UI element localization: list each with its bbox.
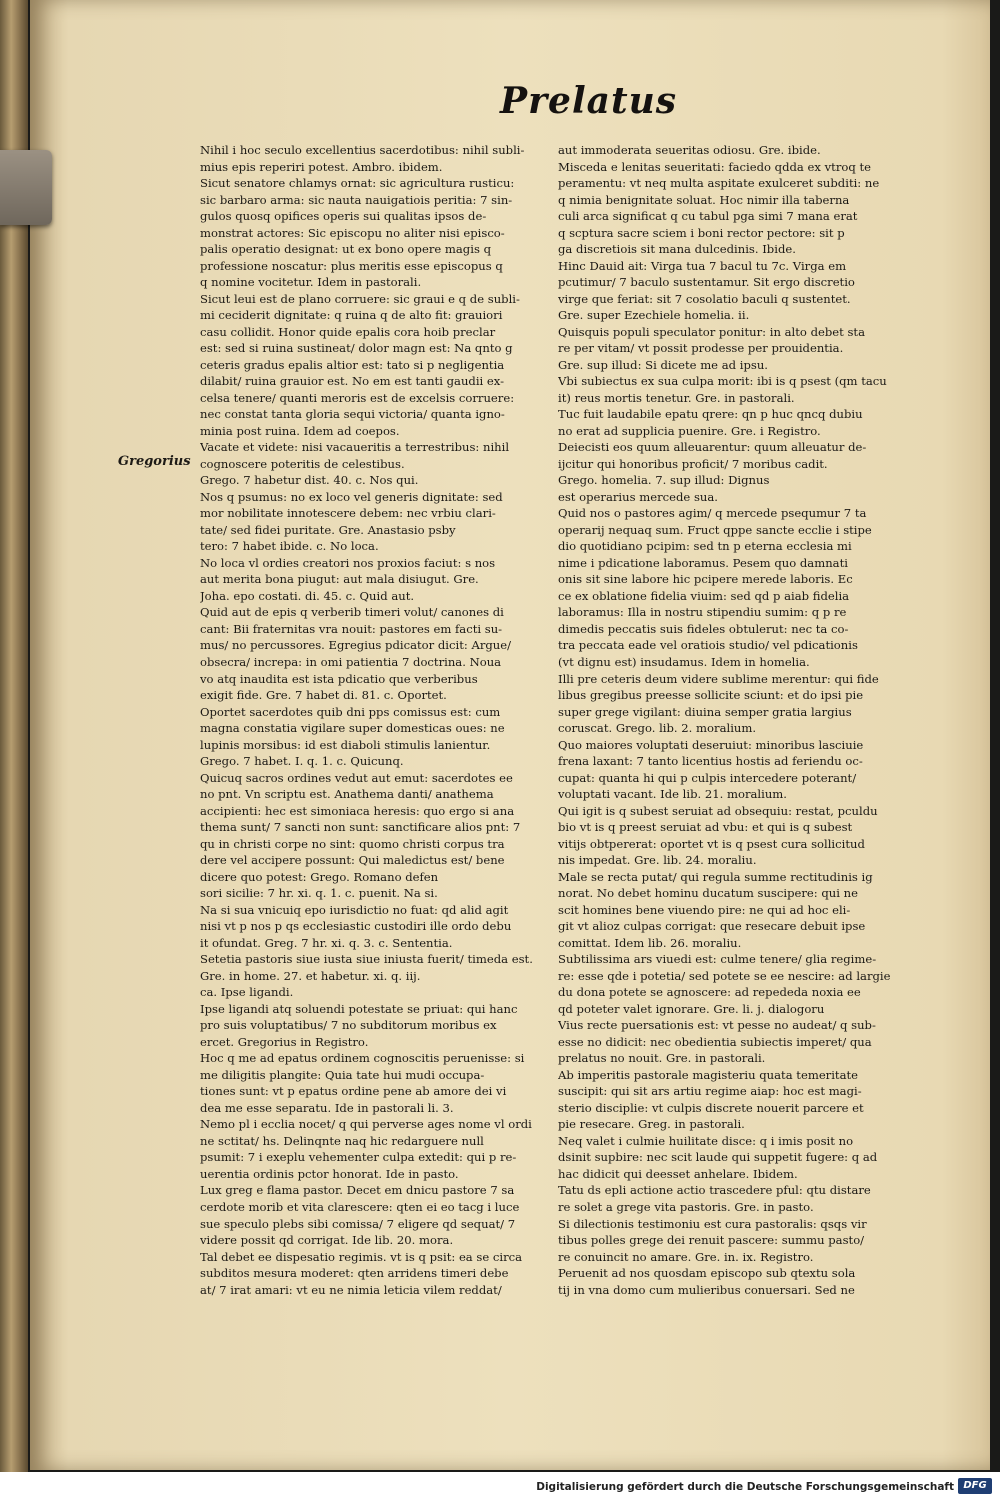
text-line: Qui igit is q subest seruiat ad obsequiu: restat, pculdu [558, 803, 878, 818]
text-line: Tatu ds epli actione actio trascedere pful: qtu distare [558, 1183, 871, 1198]
text-line: vitijs obtpererat: oportet vt is q psest cura sollicitud [558, 836, 865, 851]
text-line: cant: Bii fraternitas vra nouit: pastores em facti su- [200, 621, 503, 636]
text-line: dicere quo potest: Grego. Romano defen [200, 869, 439, 884]
text-line: dere vel accipere possunt: Qui maledictus est/ bene [200, 853, 505, 868]
text-line: Nemo pl i ecclia nocet/ q qui perverse ages nome vl ordi [200, 1117, 532, 1132]
text-line: Quisquis populi speculator ponitur: in alto debet sta [558, 324, 866, 339]
text-line: aut immoderata seueritas odiosu. Gre. ibide. [558, 143, 821, 157]
text-line: sori sicilie: 7 hr. xi. q. 1. c. puenit. Na si. [200, 886, 438, 901]
text-line: Quid aut de epis q verberib timeri volut/ canones di [200, 605, 504, 620]
text-line: cognoscere poteritis de celestibus. [200, 456, 405, 471]
text-line: Hoc q me ad epatus ordinem cognoscitis peruenisse: si [200, 1051, 525, 1066]
text-line: Sicut leui est de plano corruere: sic graui e q de subli- [200, 291, 520, 306]
text-line: dilabit/ ruina grauior est. No em est tanti gaudii ex- [200, 374, 505, 389]
text-line: ga discretiois sit mana dulcedinis. Ibide. [558, 242, 796, 257]
text-line: voluptati vacant. Ide lib. 21. moralium. [558, 787, 787, 802]
text-line: ercet. Gregorius in Registro. [200, 1034, 369, 1049]
text-line: coruscat. Grego. lib. 2. moralium. [558, 721, 757, 736]
text-line: laboramus: Illa in nostru stipendiu sumim: q p re [558, 605, 847, 620]
text-line: (vt dignu est) insudamus. Idem in homelia. [558, 654, 810, 669]
text-line: ca. Ipse ligandi. [200, 985, 294, 1000]
text-line: sue speculo plebs sibi comissa/ 7 eligere qd sequat/ 7 [200, 1216, 516, 1231]
text-line: hac didicit qui deesset anhelare. Ibidem. [558, 1166, 798, 1181]
text-line: du dona potete se agnoscere: ad repededa noxia ee [558, 985, 861, 1000]
text-line: Ab imperitis pastorale magisteriu quata temeritate [558, 1067, 859, 1082]
text-line: lupinis morsibus: id est diaboli stimulis lanientur. [200, 737, 491, 752]
text-line: Illi pre ceteris deum videre sublime merentur: qui fide [558, 671, 879, 686]
text-line: Vius recte puersationis est: vt pesse no audeat/ q sub- [558, 1018, 876, 1033]
text-line: aut merita bona piugut: aut mala disiugut. Gre. [200, 572, 479, 587]
text-line: q scptura sacre sciem i boni rector pectore: sit p [558, 225, 845, 240]
text-line: super grege vigilant: diuina semper gratia largius [558, 704, 852, 719]
text-line: Neq valet i culmie huilitate disce: q i imis posit no [558, 1133, 854, 1148]
text-column-right [558, 142, 898, 1297]
text-line: magna constatia vigilare super domesticas oues: ne [200, 721, 505, 736]
text-line: Oportet sacerdotes quib dni pps comissus est: cum [200, 704, 501, 719]
text-line: dsinit supbire: nec scit laude qui suppetit fugere: q ad [558, 1150, 878, 1165]
text-line: ne sctitat/ hs. Delinqnte naq hic redarguere null [200, 1133, 484, 1148]
text-line: tij in vna domo cum mulieribus conuersari. Sed ne [558, 1282, 855, 1297]
text-line: Peruenit ad nos quosdam episcopo sub qtextu sola [558, 1266, 856, 1281]
text-line: onis sit sine labore hic pcipere merede laboris. Ec [558, 572, 853, 587]
text-line: bio vt is q preest seruiat ad vbu: et qui is q subest [558, 820, 853, 835]
text-line: Quid nos o pastores agim/ q mercede psequmur 7 ta [558, 506, 867, 521]
text-line: Vbi subiectus ex sua culpa morit: ibi is q psest (qm tacu [558, 374, 887, 389]
text-line: Hinc Dauid ait: Virga tua 7 bacul tu 7c. Virga em [558, 258, 847, 273]
text-line: Gre. in home. 27. et habetur. xi. q. iij. [200, 968, 421, 983]
text-line: re conuincit no amare. Gre. in. ix. Registro. [558, 1249, 814, 1264]
text-line: mi ceciderit dignitate: q ruina q de alto fit: grauiori [200, 308, 503, 323]
text-line: me diligitis plangite: Quia tate hui mudi occupa- [200, 1067, 485, 1082]
text-line: Deiecisti eos quum alleuarentur: quum alleuatur de- [558, 440, 867, 455]
text-line: mor nobilitate innotescere debem: nec vrbiu clari- [200, 506, 496, 521]
text-line: accipienti: hec est simoniaca heresis: quo ergo si ana [200, 803, 515, 818]
text-line: minia post ruina. Idem ad coepos. [200, 423, 400, 438]
text-line: obsecra/ increpa: in omi patientia 7 doctrina. Noua [200, 654, 502, 669]
text-line: Nihil i hoc seculo excellentius sacerdotibus: nihil subli- [200, 143, 525, 157]
text-line: videre possit qd corrigat. Ide lib. 20. mora. [200, 1233, 454, 1248]
text-line: dio quotidiano pcipim: sed tn p eterna ecclesia mi [558, 539, 852, 554]
text-line: Ipse ligandi atq soluendi potestate se priuat: qui hanc [200, 1001, 518, 1016]
text-line: tiones sunt: vt p epatus ordine pene ab amore dei vi [200, 1084, 507, 1099]
text-line: comittat. Idem lib. 26. moraliu. [558, 935, 742, 950]
text-line: esse no didicit: nec obedientia subiectis imperet/ qua [558, 1034, 872, 1049]
text-line: Tuc fuit laudabile epatu qrere: qn p huc qncq dubiu [558, 407, 863, 422]
dfg-logo: DFG [958, 1478, 992, 1494]
text-line: sterio disciplie: vt culpis discrete nouerit parcere et [558, 1100, 864, 1115]
text-line: est: sed si ruina sustineat/ dolor magn est: Na qnto g [200, 341, 513, 356]
text-line: casu collidit. Honor quide epalis cora hoib preclar [200, 324, 496, 339]
text-line: Grego. 7 habet. I. q. 1. c. Quicunq. [200, 754, 404, 769]
text-line: tra peccata eade vel oratiois studio/ vel pdicationis [558, 638, 858, 653]
text-line: nis impedat. Gre. lib. 24. moraliu. [558, 853, 757, 868]
text-line: cerdote morib et vita clarescere: qten ei eo tacg i luce [200, 1200, 520, 1214]
text-line: re per vitam/ vt possit prodesse per prouidentia. [558, 341, 844, 356]
text-line: operarij nequaq sum. Fruct qppe sancte ecclie i stipe [558, 522, 872, 537]
text-line: qu in christi corpe no sint: quomo christi corpus tra [200, 836, 505, 851]
text-line: est operarius mercede sua. [558, 489, 718, 504]
text-line: suscipit: qui sit ars artiu regime aiap: hoc est magi- [558, 1084, 862, 1099]
text-line: Misceda e lenitas seueritati: faciedo qdda ex vtroq te [558, 159, 871, 174]
text-line: no erat ad supplicia puenire. Gre. i Registro. [558, 423, 821, 438]
text-line: Lux greg e flama pastor. Decet em dnicu pastore 7 sa [200, 1183, 515, 1198]
text-line: re solet a grege vita pastoris. Gre. in pasto. [558, 1200, 814, 1214]
text-line: Grego. homelia. 7. sup illud: Dignus [558, 473, 770, 488]
text-line: virge que feriat: sit 7 cosolatio baculi q sustentet. [558, 291, 851, 306]
marginal-note: Gregorius [118, 454, 191, 469]
text-line: pie resecare. Greg. in pastorali. [558, 1117, 745, 1132]
text-line: celsa tenere/ quanti meroris est de excelsis corruere: [200, 390, 515, 405]
text-line: ce ex oblatione fidelia viuim: sed qd p aiab fidelia [558, 588, 850, 603]
footer-credit: Digitalisierung gefördert durch die Deutsche Forschungsgemeinschaft [536, 1481, 954, 1493]
text-line: Gre. super Ezechiele homelia. ii. [558, 308, 750, 323]
text-line: Joha. epo costati. di. 45. c. Quid aut. [200, 588, 415, 603]
text-line: mus/ no percussores. Egregius pdicator dicit: Argue/ [200, 638, 512, 653]
text-line: palis operatio designat: ut ex bono opere magis q [200, 242, 491, 257]
text-line: Subtilissima ars viuedi est: culme tenere/ glia regime- [558, 952, 877, 967]
text-line: nec constat tanta gloria sequi victoria/ quanta igno- [200, 407, 505, 422]
text-line: vo atq inaudita est ista pdicatio que verberibus [200, 671, 478, 686]
text-line: psumit: 7 i exeplu vehementer culpa extedit: qui p re- [200, 1150, 517, 1165]
text-line: thema sunt/ 7 sancti non sunt: sanctificare alios pnt: 7 [200, 820, 521, 835]
text-line: Gre. sup illud: Si dicete me ad ipsu. [558, 357, 768, 372]
text-column-left [200, 142, 540, 1297]
text-line: subditos mesura moderet: qten arridens timeri debe [200, 1266, 509, 1281]
text-line: Setetia pastoris siue iusta siue iniusta fuerit/ timeda est. [200, 952, 533, 967]
text-line: q nomine vocitetur. Idem in pastorali. [200, 275, 422, 290]
text-line: at/ 7 irat amari: vt eu ne nimia leticia vilem reddat/ [200, 1282, 502, 1297]
text-line: professione noscatur: plus meritis esse episcopus q [200, 258, 503, 273]
text-line: libus gregibus preesse sollicite sciunt: et do ipsi pie [558, 688, 864, 703]
text-line: cupat: quanta hi qui p culpis intercedere poterant/ [558, 770, 857, 785]
text-line: Si dilectionis testimoniu est cura pastoralis: qsqs vir [558, 1216, 867, 1231]
text-line: mius epis reperiri potest. Ambro. ibidem. [200, 159, 443, 174]
text-line: No loca vl ordies creatori nos proxios faciut: s nos [200, 555, 496, 570]
text-line: Na si sua vnicuiq epo iurisdictio no fuat: qd alid agit [200, 902, 509, 917]
text-line: frena laxant: 7 tanto licentius hostis ad feriendu oc- [558, 754, 863, 769]
text-line: re: esse qde i potetia/ sed potete se ee nescire: ad largie [558, 968, 891, 983]
text-line: scit homines bene viuendo pire: ne qui ad hoc eli- [558, 902, 851, 917]
book-fore-edge [0, 0, 28, 1500]
text-line: qd poteter valet ignorare. Gre. li. j. dialogoru [558, 1001, 825, 1016]
text-line: Vacate et videte: nisi vacaueritis a terrestribus: nihil [200, 440, 510, 455]
text-line: git vt alioz culpas corrigat: que resecare debuit ipse [558, 919, 866, 934]
text-line: pro suis voluptatibus/ 7 no subditorum moribus ex [200, 1018, 497, 1033]
text-line: Quicuq sacros ordines vedut aut emut: sacerdotes ee [200, 770, 513, 785]
text-line: Male se recta putat/ qui regula summe rectitudinis ig [558, 869, 873, 884]
text-line: it) reus mortis tenetur. Gre. in pastorali. [558, 390, 795, 405]
text-line: nisi vt p nos p qs ecclesiastic custodiri ille ordo debu [200, 919, 512, 934]
text-line: Grego. 7 habetur dist. 40. c. Nos qui. [200, 473, 419, 488]
text-line: Tal debet ee dispesatio regimis. vt is q psit: ea se circa [200, 1249, 523, 1264]
text-line: tero: 7 habet ibide. c. No loca. [200, 539, 379, 554]
text-line: Quo maiores voluptati deseruiut: minoribus lasciuie [558, 737, 864, 752]
text-line: it ofundat. Greg. 7 hr. xi. q. 3. c. Sententia. [200, 935, 453, 950]
text-line: uerentia ordinis pctor honorat. Ide in pasto. [200, 1166, 459, 1181]
text-line: ijcitur qui honoribus proficit/ 7 moribus cadit. [558, 456, 828, 471]
text-line: pcutimur/ 7 baculo sustentamur. Sit ergo discretio [558, 275, 855, 290]
text-line: q nimia benignitate soluat. Hoc nimir illa taberna [558, 192, 850, 207]
text-line: Nos q psumus: no ex loco vel generis dignitate: sed [200, 489, 503, 504]
text-line: ceteris gradus epalis altior est: tato si p negligentia [200, 357, 505, 372]
text-line: no pnt. Vn scriptu est. Anathema danti/ anathema [200, 787, 494, 802]
text-line: gulos quosq opifices operis sui qualitas ipsos de- [200, 209, 487, 224]
text-line: peramentu: vt neq multa aspitate exulceret subditi: ne [558, 176, 880, 191]
text-line: norat. No debet hominu ducatum suscipere: qui ne [558, 886, 858, 901]
book-clasp [0, 150, 52, 225]
text-line: prelatus no nouit. Gre. in pastorali. [558, 1051, 766, 1066]
text-line: sic barbaro arma: sic nauta nauigatiois peritia: 7 sin- [200, 192, 513, 207]
text-line: tate/ sed fidei puritate. Gre. Anastasio psby [200, 522, 456, 537]
text-line: nime i pdicatione laboramus. Pesem quo damnati [558, 555, 848, 570]
digitization-footer [0, 1472, 1000, 1500]
text-line: dea me esse separatu. Ide in pastorali li. 3. [200, 1100, 454, 1115]
text-line: exigit fide. Gre. 7 habet di. 81. c. Oportet. [200, 688, 447, 703]
text-line: Sicut senatore chlamys ornat: sic agricultura rusticu: [200, 176, 515, 191]
running-head: Prelatus [500, 80, 678, 122]
text-line: dimedis peccatis suis fideles obtulerut: nec ta co- [558, 621, 849, 636]
text-line: tibus polles grege dei renuit pascere: summu pasto/ [558, 1233, 865, 1248]
text-line: monstrat actores: Sic episcopu no aliter nisi episco- [200, 225, 505, 240]
text-line: culi arca significat q cu tabul pga simi 7 mana erat [558, 209, 858, 224]
